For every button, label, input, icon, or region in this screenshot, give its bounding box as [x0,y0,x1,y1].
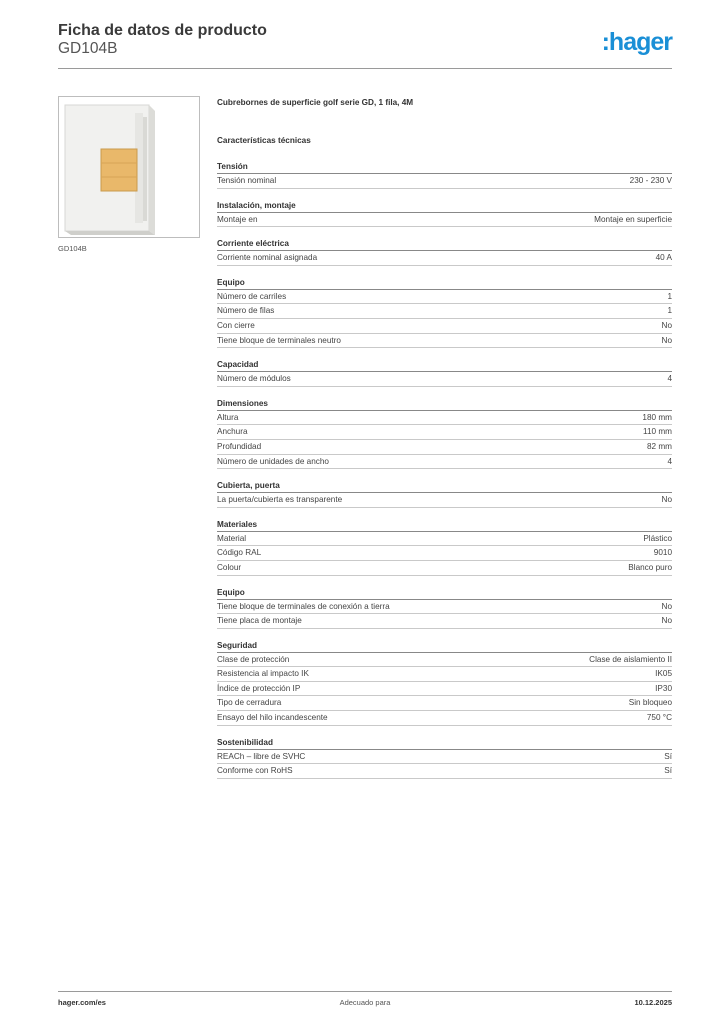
spec-value: No [661,495,672,505]
spec-value: No [661,601,672,611]
page-header [58,22,267,58]
spec-value: Clase de aislamiento II [589,654,672,664]
spec-row [217,425,672,440]
spec-label: Tipo de cerradura [217,698,282,708]
spec-label: Profundidad [217,441,262,451]
spec-row [217,532,672,547]
spec-label: Tiene placa de montaje [217,616,302,626]
spec-value: 230 - 230 V [629,176,672,185]
spec-group [217,359,672,387]
spec-label: Tiene bloque de terminales de conexión a tierra [217,601,390,611]
spec-value: 4 [667,374,672,384]
spec-label: Número de carriles [217,291,287,301]
spec-row [217,455,672,470]
footer-website[interactable]: hager.com/es [58,998,106,1007]
spec-label: Con cierre [217,320,255,330]
spec-group [217,200,672,228]
spec-row [217,411,672,426]
spec-row [217,290,672,305]
spec-label: Colour [217,562,242,572]
spec-row [217,750,672,765]
page-footer [58,998,672,1010]
hager-logo: :hager [601,28,672,56]
spec-group [217,398,672,469]
spec-label: Número de unidades de ancho [217,456,329,466]
spec-row [217,251,672,266]
spec-row [217,561,672,576]
spec-label: Clase de protección [217,654,290,664]
spec-row [217,682,672,697]
spec-group-title: Equipo [217,277,672,290]
spec-value: No [661,616,672,626]
spec-group [217,587,672,629]
spec-label: Número de filas [217,306,275,316]
spec-label: Altura [217,412,239,422]
spec-value: Sí [664,751,672,761]
spec-label: Índice de protección IP [217,683,301,693]
spec-value: No [661,335,672,345]
spec-value: Sin bloqueo [628,698,672,708]
spec-label: La puerta/cubierta es transparente [217,495,343,505]
spec-group-title: Tensión [217,161,672,174]
spec-value: 1 [667,306,672,316]
spec-label: Ensayo del hilo incandescente [217,713,328,723]
spec-label: Montaje en [217,214,258,224]
spec-row [217,319,672,334]
spec-label: REACh – libre de SVHC [217,751,306,761]
header-divider [58,68,672,69]
spec-value: IK05 [655,669,672,679]
spec-group [217,238,672,266]
spec-group [217,277,672,348]
spec-group [217,737,672,779]
spec-group [217,161,672,189]
product-description: Cubrebornes de superficie golf serie GD, 1 fila, 4M [217,98,414,107]
spec-group-title: Equipo [217,587,672,600]
spec-group [217,480,672,508]
spec-label: Resistencia al impacto IK [217,669,309,679]
page-title: Ficha de datos de producto [58,22,267,39]
spec-group [217,640,672,726]
spec-groups [217,161,672,779]
spec-row [217,667,672,682]
enclosure-illustration [59,97,199,237]
footer-date: 10.12.2025 [634,998,672,1007]
spec-group-title: Materiales [217,519,672,532]
spec-label: Anchura [217,427,248,437]
spec-row [217,546,672,561]
spec-row [217,213,672,228]
spec-value: Plástico [643,533,672,543]
spec-content [217,96,672,779]
footer-note: Adecuado para [339,998,391,1007]
spec-value: Montaje en superficie [594,214,672,224]
spec-row [217,493,672,508]
spec-row [217,174,672,189]
footer-divider [58,991,672,992]
spec-row [217,304,672,319]
spec-value: 40 A [655,253,672,263]
spec-value: 82 mm [646,441,672,451]
product-code: GD104B [58,40,118,57]
spec-row [217,440,672,455]
spec-row [217,372,672,387]
spec-row [217,696,672,711]
spec-group [217,519,672,576]
spec-group-title: Capacidad [217,359,672,372]
section-title: Características técnicas [217,136,311,145]
spec-label: Corriente nominal asignada [217,253,318,263]
spec-value: IP30 [655,683,672,693]
spec-row [217,614,672,629]
spec-row [217,600,672,615]
spec-row [217,711,672,726]
spec-group-title: Dimensiones [217,398,672,411]
spec-value: 1 [667,291,672,301]
spec-row [217,764,672,779]
spec-label: Tiene bloque de terminales neutro [217,335,341,345]
spec-label: Número de módulos [217,374,291,384]
spec-value: 4 [667,456,672,466]
spec-value: 180 mm [642,412,672,422]
spec-group-title: Corriente eléctrica [217,238,672,251]
spec-value: 9010 [653,548,672,558]
spec-value: 750 °C [646,713,672,723]
spec-value: 110 mm [643,427,672,437]
image-caption: GD104B [58,244,87,253]
spec-label: Material [217,533,247,543]
product-image [58,96,200,238]
spec-row [217,334,672,349]
spec-row [217,653,672,668]
spec-group-title: Sostenibilidad [217,737,672,750]
spec-label: Conforme con RoHS [217,766,293,776]
spec-value: Blanco puro [628,562,672,572]
spec-group-title: Seguridad [217,640,672,653]
spec-label: Código RAL [217,548,262,558]
spec-value: Sí [664,766,672,776]
spec-label: Tensión nominal [217,176,277,185]
spec-group-title: Cubierta, puerta [217,480,672,493]
spec-group-title: Instalación, montaje [217,200,672,213]
spec-value: No [661,320,672,330]
